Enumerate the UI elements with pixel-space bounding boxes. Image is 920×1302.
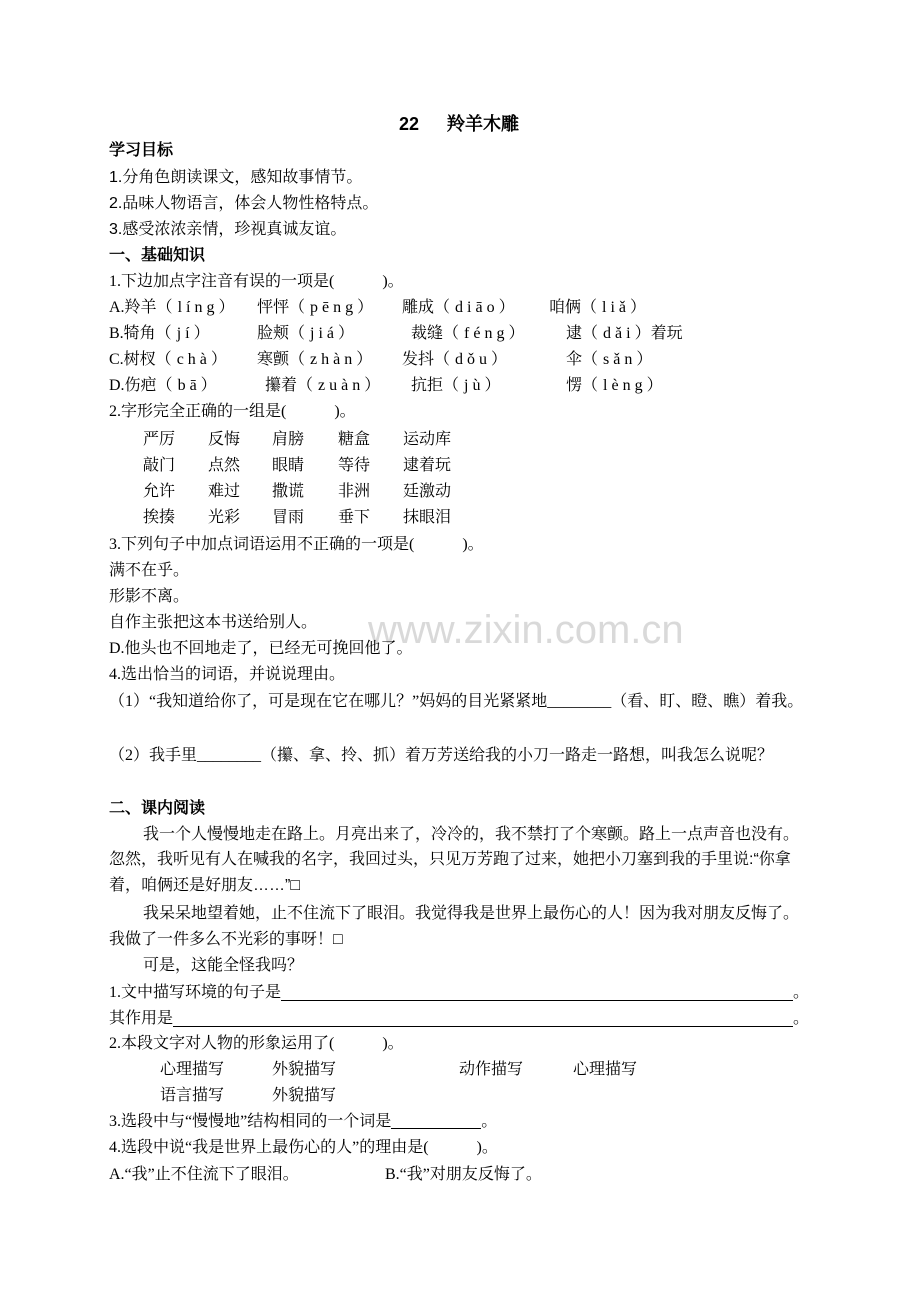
option-tail: ） [200, 377, 217, 394]
objective-item: 1.分角色朗读课文，感知故事情节。 [109, 169, 363, 186]
pinyin-option [109, 297, 234, 319]
option-tail: ） [357, 299, 374, 316]
word-item: 光彩 [208, 509, 241, 526]
option-pinyin: zhàn [310, 351, 357, 368]
question-stem: 1.文中描写环境的句子是 [109, 984, 282, 1001]
pinyin-option [257, 349, 372, 371]
passage-line: 忽然，我听见有人在喊我的名字，我回过头，只见万芳跑了过来，她把小刀塞到我的手里说:“你拿 [109, 851, 791, 868]
answer-blank [173, 1009, 793, 1027]
fill-in-item: （1）“我知道给你了，可是现在它在哪儿？”妈妈的目光紧紧地________（看、盯、瞪、瞧）着我。 [109, 693, 804, 710]
word-item: 眼睛 [272, 457, 305, 474]
word-item: 运动库 [403, 431, 452, 448]
choice-row [0, 1164, 920, 1186]
pinyin-option [109, 323, 210, 345]
lesson-title: 羚羊木雕 [447, 114, 520, 134]
page-title [399, 112, 519, 136]
option-tail: ） [630, 299, 647, 316]
option-tail: ） [646, 377, 663, 394]
option-pinyin: dǒu [455, 351, 492, 368]
pinyin-option [402, 297, 515, 319]
option-word: 寒颤（ [257, 351, 306, 368]
fill-in-item: （2）我手里________（攥、拿、拎、抓）着万芳送给我的小刀一路走一路想，叫我怎么说呢？ [109, 747, 774, 764]
pinyin-option [566, 349, 652, 371]
option-pinyin: zuàn [318, 377, 365, 394]
choice-row [0, 1059, 920, 1081]
section-heading: 一、基础知识 [109, 247, 206, 264]
question-stem: 1.下边加点字注音有误的一项是( )。 [109, 273, 404, 290]
option-pinyin: lèng [603, 377, 647, 394]
option-tail: ） [364, 377, 381, 394]
objectives-heading: 学习目标 [109, 142, 174, 159]
word-item: 点然 [208, 457, 241, 474]
passage-line: 我一个人慢慢地走在路上。月亮出来了，冷冷的，我不禁打了个寒颤。路上一点声音也没有。 [143, 826, 800, 843]
sentence-option: 自作主张把这本书送给别人。 [109, 614, 318, 631]
watermark: www.zixin.com.cn [368, 608, 684, 652]
word-item: 冒雨 [272, 509, 305, 526]
section-heading: 二、课内阅读 [109, 800, 206, 817]
choice-item: B.“我”对朋友反悔了。 [385, 1166, 542, 1183]
option-pinyin: jí [176, 325, 194, 342]
option-pinyin: chà [176, 351, 211, 368]
word-item: 肩膀 [272, 431, 305, 448]
option-word: 发抖（ [402, 351, 451, 368]
choice-item: 心理描写 [573, 1061, 638, 1078]
option-word: 脸颊（ [257, 325, 306, 342]
word-group-row [0, 507, 920, 529]
word-item: 等待 [338, 457, 371, 474]
option-tail: ） [356, 351, 373, 368]
option-word: 咱俩（ [549, 299, 598, 316]
word-item: 反悔 [208, 431, 241, 448]
word-group-row [0, 429, 920, 451]
sentence-option: 满不在乎。 [109, 562, 190, 579]
option-word: D.伤疤（ [109, 377, 173, 394]
answer-blank [281, 983, 793, 1001]
choice-item: 语言描写 [160, 1087, 225, 1104]
reading-question-3 [109, 1111, 497, 1133]
choice-item: 心理描写 [160, 1061, 225, 1078]
word-group-row [0, 455, 920, 477]
option-tail: ） [193, 325, 210, 342]
pinyin-option [257, 297, 373, 319]
option-tail: ） [636, 351, 653, 368]
pinyin-option [257, 323, 354, 345]
option-word: 愣（ [566, 377, 599, 394]
pinyin-option [549, 297, 646, 319]
pinyin-option [411, 375, 500, 397]
option-word: 怦怦（ [257, 299, 306, 316]
option-pinyin: diāo [455, 299, 499, 316]
option-word: 逮（ [566, 325, 599, 342]
passage-line: 着，咱俩还是好朋友……”□ [109, 877, 300, 894]
pinyin-option [402, 349, 507, 371]
option-row-b [0, 323, 920, 345]
word-item: 挨揍 [143, 509, 176, 526]
question-end: 。 [481, 1113, 498, 1130]
word-item: 难过 [208, 483, 241, 500]
passage-line: 我做了一件多么不光彩的事呀！□ [109, 931, 343, 948]
question-stem: 3.下列句子中加点词语运用不正确的一项是( )。 [109, 536, 484, 553]
word-item: 廷激动 [403, 483, 452, 500]
option-pinyin: sǎn [603, 351, 637, 368]
option-word: 伞（ [566, 351, 599, 368]
objective-item: 3.感受浓浓亲情，珍视真诚友谊。 [109, 221, 347, 238]
option-tail: ） [210, 351, 227, 368]
pinyin-option [109, 375, 217, 397]
option-row-d [0, 375, 920, 397]
word-item: 严厉 [143, 431, 176, 448]
question-stem: 3.选段中与“慢慢地”结构相同的一个词是 [109, 1113, 392, 1130]
option-tail: ） [218, 299, 235, 316]
lesson-number: 22 [399, 114, 420, 134]
question-stem: 2.本段文字对人物的形象运用了( )。 [109, 1035, 404, 1052]
choice-item: A.“我”止不住流下了眼泪。 [109, 1166, 299, 1183]
word-item: 撒谎 [272, 483, 305, 500]
choice-row [0, 1085, 920, 1107]
sentence-option: D.他头也不回地走了，已经无可挽回他了。 [109, 640, 413, 657]
option-pinyin: líng [177, 299, 219, 316]
option-pinyin: féng [464, 325, 509, 342]
word-group-row [0, 481, 920, 503]
question-end: 。 [792, 984, 809, 1001]
reading-question-1-effect [109, 1008, 809, 1030]
word-item: 垂下 [338, 509, 371, 526]
option-word: 抗拒（ [411, 377, 460, 394]
option-tail: ） [338, 325, 355, 342]
option-row-a [0, 297, 920, 319]
pinyin-option [411, 323, 524, 345]
pinyin-option [566, 375, 663, 397]
option-pinyin: pēng [310, 299, 358, 316]
option-word: B.犄角（ [109, 325, 172, 342]
question-stem: 4.选出恰当的词语，并说说理由。 [109, 666, 346, 683]
question-stem: 2.字形完全正确的一组是( )。 [109, 403, 356, 420]
option-word: 雕成（ [402, 299, 451, 316]
option-pinyin: jù [464, 377, 485, 394]
option-pinyin: dǎi [603, 325, 635, 342]
option-row-c [0, 349, 920, 371]
option-word: 裁缝（ [411, 325, 460, 342]
option-tail: ） [484, 377, 501, 394]
choice-item: 外貌描写 [272, 1061, 337, 1078]
word-item: 抹眼泪 [403, 509, 452, 526]
option-word: A.羚羊（ [109, 299, 173, 316]
question-stem: 其作用是 [109, 1010, 174, 1027]
option-word: C.树杈（ [109, 351, 172, 368]
option-pinyin: liǎ [602, 299, 631, 316]
sentence-option: 形影不离。 [109, 588, 190, 605]
reading-question-1 [109, 982, 809, 1004]
word-item: 逮着玩 [403, 457, 452, 474]
question-end: 。 [792, 1010, 809, 1027]
question-stem: 4.选段中说“我是世界上最伤心的人”的理由是( )。 [109, 1139, 498, 1156]
passage-line: 可是，这能全怪我吗？ [143, 957, 304, 974]
pinyin-option [566, 323, 683, 345]
option-pinyin: jiá [310, 325, 339, 342]
word-item: 敲门 [143, 457, 176, 474]
choice-item: 外貌描写 [272, 1087, 337, 1104]
objective-item: 2.品味人物语言，体会人物性格特点。 [109, 195, 379, 212]
option-tail: ）着玩 [634, 325, 683, 342]
option-pinyin: bā [177, 377, 201, 394]
pinyin-option [265, 375, 380, 397]
choice-item: 动作描写 [459, 1061, 524, 1078]
word-item: 非洲 [338, 483, 371, 500]
option-tail: ） [508, 325, 525, 342]
pinyin-option [109, 349, 227, 371]
word-item: 糖盒 [338, 431, 371, 448]
word-item: 允许 [143, 483, 176, 500]
option-tail: ） [491, 351, 508, 368]
answer-blank [391, 1111, 481, 1129]
option-word: 攥着（ [265, 377, 314, 394]
option-tail: ） [498, 299, 515, 316]
passage-line: 我呆呆地望着她，止不住流下了眼泪。我觉得我是世界上最伤心的人！因为我对朋友反悔了。 [143, 905, 800, 922]
